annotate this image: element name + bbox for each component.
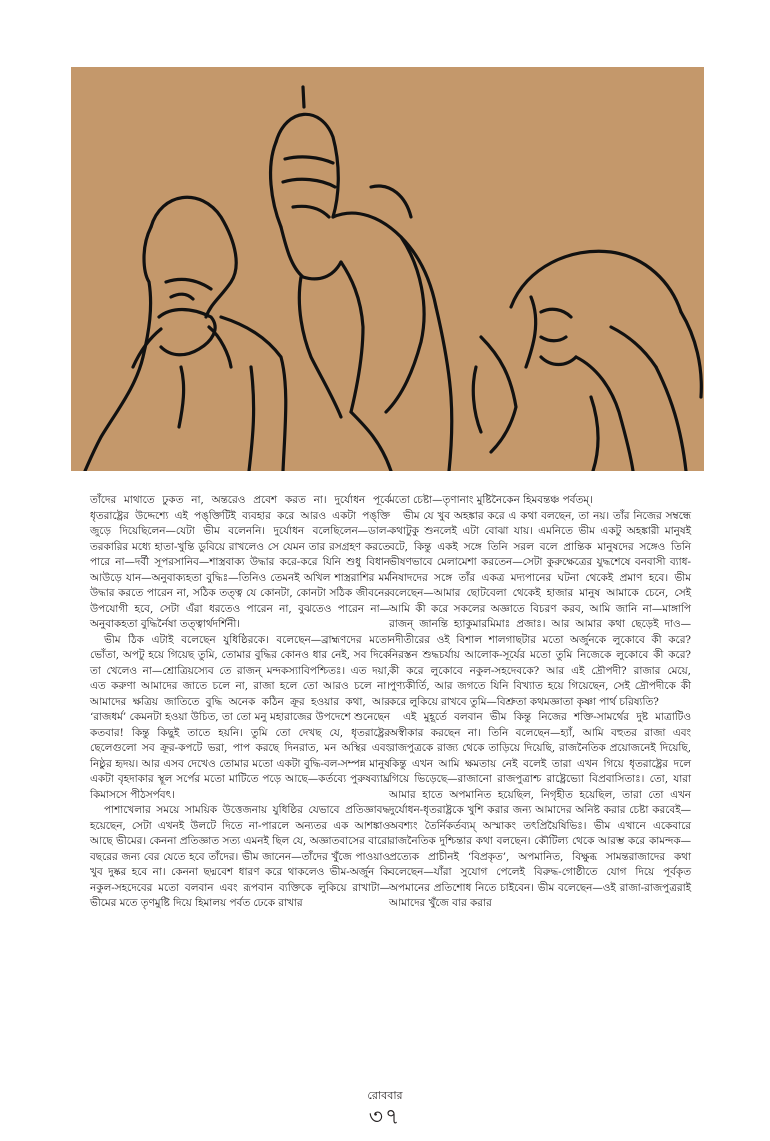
paragraph: পাশাখেলার সময়ে সাময়িক উত্তেজনায় যুধিষ্ঠির যেভাবে প্রতিজ্ঞাবদ্ধ হয়েছেন, সেটা এখনই উলটে দিতে না-পারলে অন্যতর এক আশঙ্কাও আছে ভীমের। কেননা প্রতিজ্ঞাত সত্য এমনই ছিল যে, অজ্ঞাতবাসের বারো বছরের জন্য বের যেতে হবে তাঁদের। ভীম জানেন—তাঁদের খুঁজে পাওয়াও খুব দুষ্কর হবে না। কেননা ছদ্মবেশ ধারণ করে থাকলেও ভীম-অর্জুন কি নকুল-সহদেবের মতো বলবান এবং রূপবান ব্যক্তিকে লুকিয়ে রাখাটা—ভীমের মতে তৃণমুষ্টি দিয়ে হিমালয় পর্বত ঢেকে রাখার [90, 804, 390, 909]
paragraph: এই মুহূর্তে বলবান ভীম কিন্তু নিজের শক্তি-সামর্থের দুষ্ট মাত্রাটিও অস্বীকার করছেন না। তিনি বলেছেন—হ্যাঁ, আমি বহুতর রাজা এবং রাজপুত্রকে রাজ্য থেকে তাড়িয়ে দিয়েছি, রাজনৈতিক প্রয়োজনেই দিয়েছি, কিন্তু এখন আমি ক্ষমতায় নেই বলেই তারা এখন গিয়ে ধৃতরাষ্ট্রের দলে গিয়ে ভিড়েছে—রাজানো রাজপুত্রাশ্চ রাষ্ট্রেভ্যো বিপ্রবাসিতাঃ। তো, যারা আমার হাতে অপমানিত হয়েছিল, নিগৃহীত হয়েছিল, তারা তো এখন দুর্যোধন-ধৃতরাষ্ট্রকে খুশি করার জন্য আমাদের অনিষ্ট করার চেষ্টা করবেই—অবশ্যং তৈর্নিকর্তব্যম্‌ অস্মাকং তৎপ্রিয়ৈষিভিঃ। ভীম এখানে একেবারে রাজনৈতিক দুশ্চিন্তার কথা বলছেন। কৌটিল্য থেকে আরম্ভ করে কামন্দক—প্রত্যেক প্রাচীনই ‘বিপ্রকৃত’, অপমানিত, বিক্ষুব্ধ সামন্তরাজাদের কথা বলেছেন—যাঁরা সুযোগ পেলেই বিরুদ্ধ-গোষ্ঠীতে যোগ দিয়ে পূর্বকৃত অপমানের প্রতিশোধ নিতে চাইবেন। ভীম বলেছেন—ওই রাজা-রাজপুত্ররাই আমাদের খুঁজে বার করার [389, 711, 691, 909]
paragraph: মতো চেষ্টা—তৃণানাং মুষ্টিনৈকেন হিমবন্তঞ্চ পর্বতম্‌। [389, 494, 593, 506]
text-column-right [389, 493, 691, 912]
text-column-left [90, 493, 390, 912]
paragraph: ভীম ঠিক এটাই বলেছেন যুধিষ্ঠিরকে। বলেছেন—ব্রাহ্মণদের মতো ভোঁতা, অপটু হয়ে গিয়েছ তুমি, তোমার বুদ্ধির কোনও ধার নেই, সব দিকে তা খেলেও না—শ্রোত্রিয়স্যেব তে রাজন্‌ মন্দকস্যাবিপশ্চিতঃ। এত দয়া, এত করুণা আমাদের জাতে চলে না, রাজা হলে তো আরও চলে না। আমাদের ক্ষত্রিয় জাতিতে বুদ্ধি অনেক কঠিন ক্রূর হওয়ার কথা, আর ‘রাজধর্ম’ কেমনটা হওয়া উচিত, তা তো মনু মহারাজের উপদেশে শুনেছেন কতবার! কিন্তু কিছুই তাতে হয়নি। তুমি তো দেখছ যে, ধৃতরাষ্ট্রের ছেলেগুলো সব ক্রূর-কপটে ভরা, পাপ করছে দিনরাত, মন অস্থির এবং নিষ্ঠুর হৃদয়। আর এসব দেখেও তোমার মতো একটা বুদ্ধি-বল-সম্পন্ন মানুষ একটা বৃহদাকার স্থূল সর্পের মতো মাটিতে পড়ে আছে—কর্তব্যে পুরুষব্যাঘ্র কিমাসসে পীঠসর্পবৎ। [90, 633, 390, 801]
illustration [71, 67, 704, 471]
magazine-label: রোববার [367, 1089, 403, 1102]
page-number: ৩৭ [368, 1105, 402, 1130]
paragraph: তাঁদের মাথাতে ঢুকত না, অন্তরেও প্রবেশ করত না। দুর্যোধন পূর্বে ধৃতরাষ্ট্রের উদ্দেশ্যে এই পঙ্‌ক্তিটিই ব্যবহার করে আরও একটা পঙ্‌ক্তি জুড়ে দিয়েছিলেন—যেটা ভীম বলেননি। দুর্যোধন বলেছিলেন—ডাল-তরকারির মধ্যে হাতা-খুন্তি ডুবিয়ে রাখলেও সে যেমন তার রসগ্রহণ করতে পারে না—দর্বী সূপরসানিব—শাস্ত্রবাক্য উদ্ধার করে-করে যিনি শুধু বিধান আউড়ে যান—অনুবাক্যহতা বুদ্ধিঃ—তিনিও তেমনই অখিল শাস্ত্ররাশির মর্ম উদ্ধার করতে পারেন না, সঠিক তত্ত্ব যে কোনটা, কোনটা সঠিক জীবনের উপযোগী হবে, সেটা এঁরা ধরতেও পারেন না, বুঝতেও পারেন না—অনুবাকহতা বুদ্ধির্নৈষা তত্ত্বার্থদর্শিনী। [90, 494, 390, 630]
mahabharata-figures-sketch-icon [71, 67, 704, 471]
paragraph: ভীম যে খুব অহঙ্কার করে এ কথা বলছেন, তা নয়। তাঁর নিজের সম্বন্ধে কথাটুকু শুনলেই এটা বোঝা যায়। এমনিতে ভীম একটু অহঙ্কারী মানুষই বটে, কিন্তু একই সঙ্গে তিনি সরল বলে প্রান্তিক মানুষদের সঙ্গেও তিনি ভীষণভাবে মেলামেশা করতেন—সেটা কুরুক্ষেত্রের যুদ্ধশেষে বনবাসী ব্যাধ-নিষাদদের সঙ্গে তাঁর একত্র মদ্যপানের ঘটনা থেকেই প্রমাণ হবে। ভীম বলেছেন—আমার ছোটবেলা থেকেই হাজার মানুষ আমাকে চেনে, সেই আমি কী করে সকলের অজ্ঞাতে বিচরণ করব, আমি জানি না—মাঙ্গাপি রাজন্‌ জানন্তি হ্যাকুমারমিমাঃ প্রজাঃ। আর আমার কথা ছেড়েই দাও—নদীতীরের ওই বিশাল শালগাছটার মতো অর্জুনকে লুকোবে কী করে? নিরস্তন শুদ্ধচর্যায় আলোক-সূর্যের মতো তুমি নিজেকে লুকোবে কী করে? কী করে লুকোবে নকুল-সহদেবকে? আর এই দ্রৌপদী? রাজার মেয়ে, পুণ্যকীর্তি, আর জগতে যিনি বিখ্যাত হয়ে গিয়েছেন, সেই দ্রৌপদীকে কী করে লুকিয়ে রাখবে তুমি—বিশ্রুতা কথমজ্ঞাতা কৃষ্ণা পার্থ চরিষ্যতি? [389, 509, 691, 708]
